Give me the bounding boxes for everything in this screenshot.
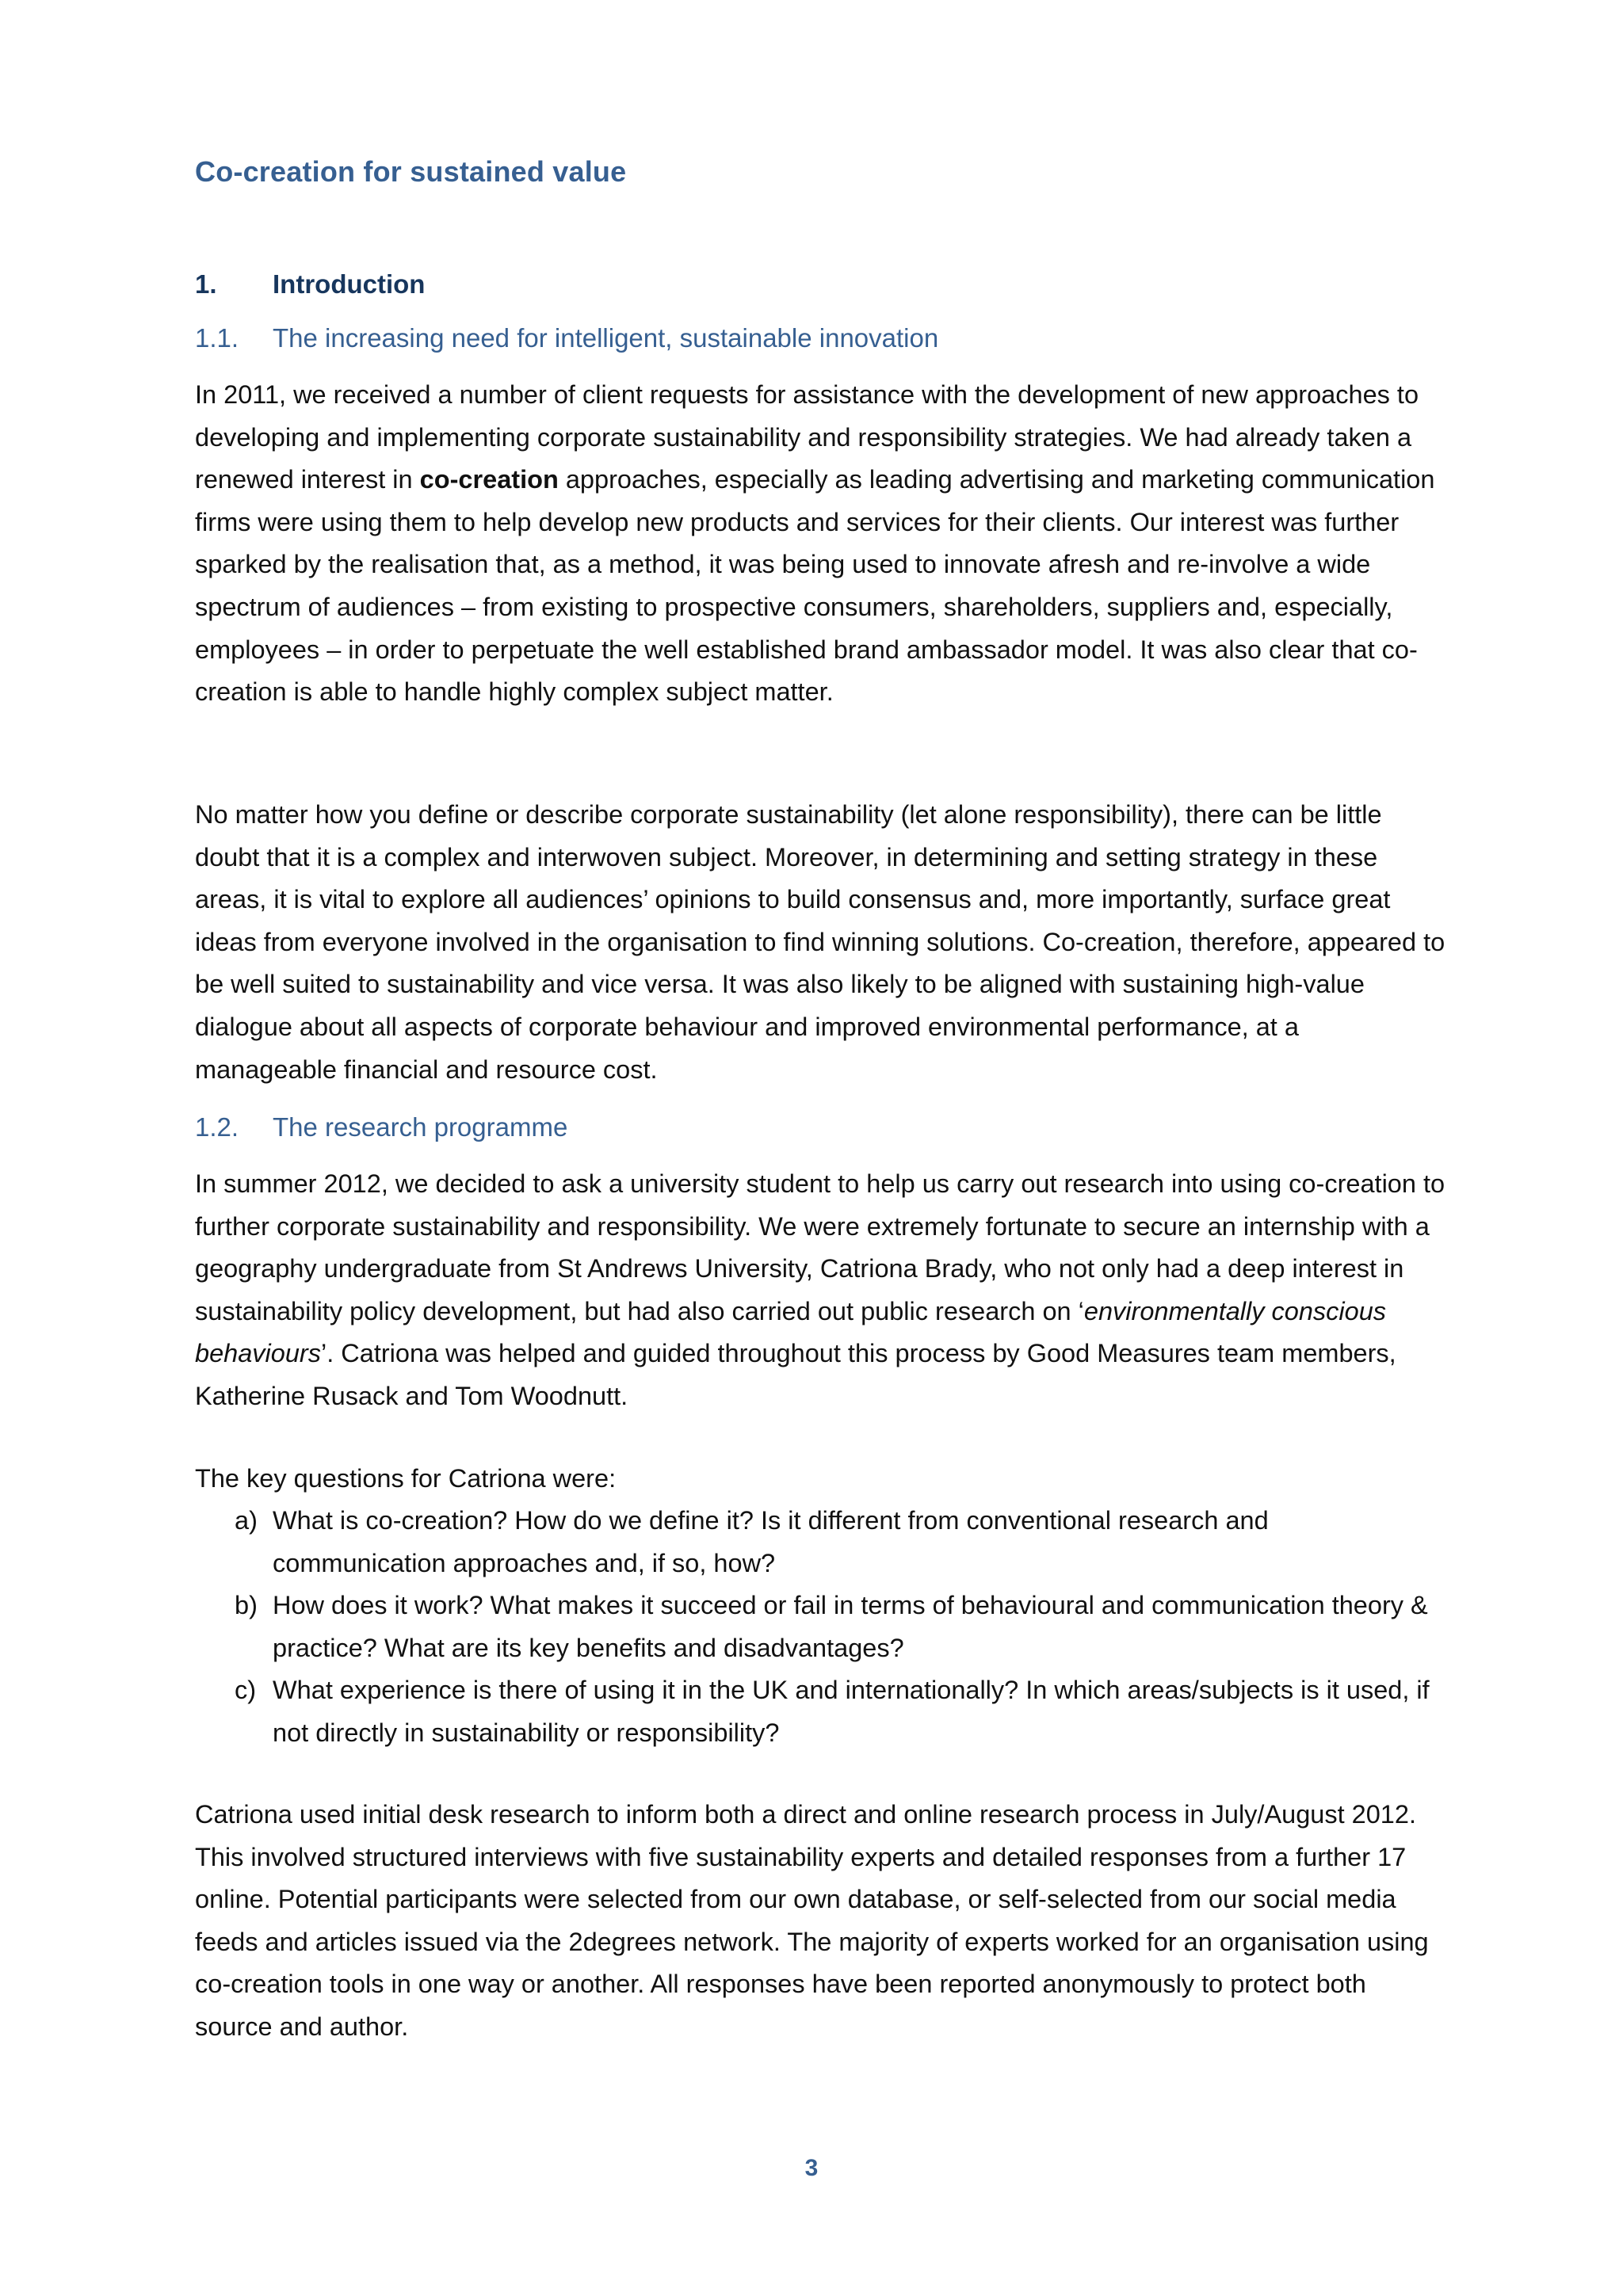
paragraph-4-intro: The key questions for Catriona were: (195, 1464, 617, 1493)
paragraph-1-text-a: In 2011, we received a number of client requests for assistance with the development of new approaches to developing and implementing corporate sustainability and responsibility strategies. We had already taken a renewed interest in (195, 380, 1419, 494)
subsection-title: The increasing need for intelligent, sustainable innovation (273, 323, 939, 353)
subsection-title: The research programme (273, 1112, 568, 1142)
paragraph-1 (195, 374, 1447, 714)
paragraph-2: No matter how you define or describe corporate sustainability (let alone responsibility), there can be little doubt that it is a complex and interwoven subject. Moreover, in determining and setting strategy in these areas, it is vital to explore all audiences’ opinions to build consensus and, more importantly, surface great ideas from everyone involved in the organisation to find winning solutions. Co-creation, therefore, appeared to be well suited to sustainability and vice versa. It was also likely to be aligned with sustaining high-value dialogue about all aspects of corporate behaviour and improved environmental performance, at a manageable financial and resource cost. (195, 800, 1445, 1084)
list-item-text: What is co-creation? How do we define it? Is it different from conventional research and communication approaches and, if so, how? (273, 1506, 1269, 1577)
subsection-number: 1.1. (195, 323, 239, 353)
paragraph-3 (195, 1163, 1447, 1418)
bold-term-co-creation: co-creation (419, 465, 559, 494)
subsection-heading-1-2 (195, 1112, 567, 1142)
list-item-text: What experience is there of using it in the UK and internationally? In which areas/subjects is it used, if not directly in sustainability or responsibility? (273, 1676, 1430, 1747)
section-title: Introduction (273, 269, 426, 299)
list-item-text: How does it work? What makes it succeed or fail in terms of behavioural and communication theory & practice? What are its key benefits and disadvantages? (273, 1591, 1428, 1662)
page-number: 3 (804, 2155, 819, 2181)
paragraph-3-text-a: In summer 2012, we decided to ask a university student to help us carry out research into using co-creation to further corporate sustainability and responsibility. We were extremely fortunate to secure an internship with a geography undergraduate from St Andrews University, Catriona Brady, who not only had a deep interest in sustainability policy development, but had also carried out public research on ‘ (195, 1169, 1445, 1325)
subsection-number: 1.2. (195, 1112, 239, 1142)
key-questions-list (195, 1500, 1447, 1755)
list-marker: b) (235, 1591, 258, 1620)
paragraph-3-text-b: ’. Catriona was helped and guided throughout this process by Good Measures team members, Katherine Rusack and Tom Woodnutt. (195, 1339, 1396, 1410)
list-item (195, 1585, 1447, 1669)
subsection-heading-1-1 (195, 323, 938, 353)
list-marker: a) (235, 1506, 258, 1535)
paragraph-5: Catriona used initial desk research to inform both a direct and online research process in July/August 2012. This involved structured interviews with five sustainability experts and detailed responses from a further 17 online. Potential participants were selected from our own database, or self-selected from our social media feeds and articles issued via the 2degrees network. The majority of experts worked for an organisation using co-creation tools in one way or another. All responses have been reported anonymously to protect both source and author. (195, 1800, 1429, 2041)
section-number: 1. (195, 269, 217, 299)
list-item (195, 1500, 1447, 1585)
section-heading-introduction (195, 269, 425, 299)
list-marker: c) (235, 1676, 257, 1705)
document-title: Co-creation for sustained value (195, 155, 627, 188)
paragraph-1-text-b: approaches, especially as leading advertising and marketing communication firms were using them to help develop new products and services for their clients. Our interest was further sparked by the realisation that, as a method, it was being used to innovate afresh and re-involve a wide spectrum of audiences – from existing to prospective consumers, shareholders, suppliers and, especially, employees – in order to perpetuate the well established brand ambassador model. It was also clear that co-creation is able to handle highly complex subject matter. (195, 465, 1435, 707)
list-item (195, 1669, 1447, 1754)
italic-phrase: environmentally conscious behaviours (195, 1296, 1387, 1368)
